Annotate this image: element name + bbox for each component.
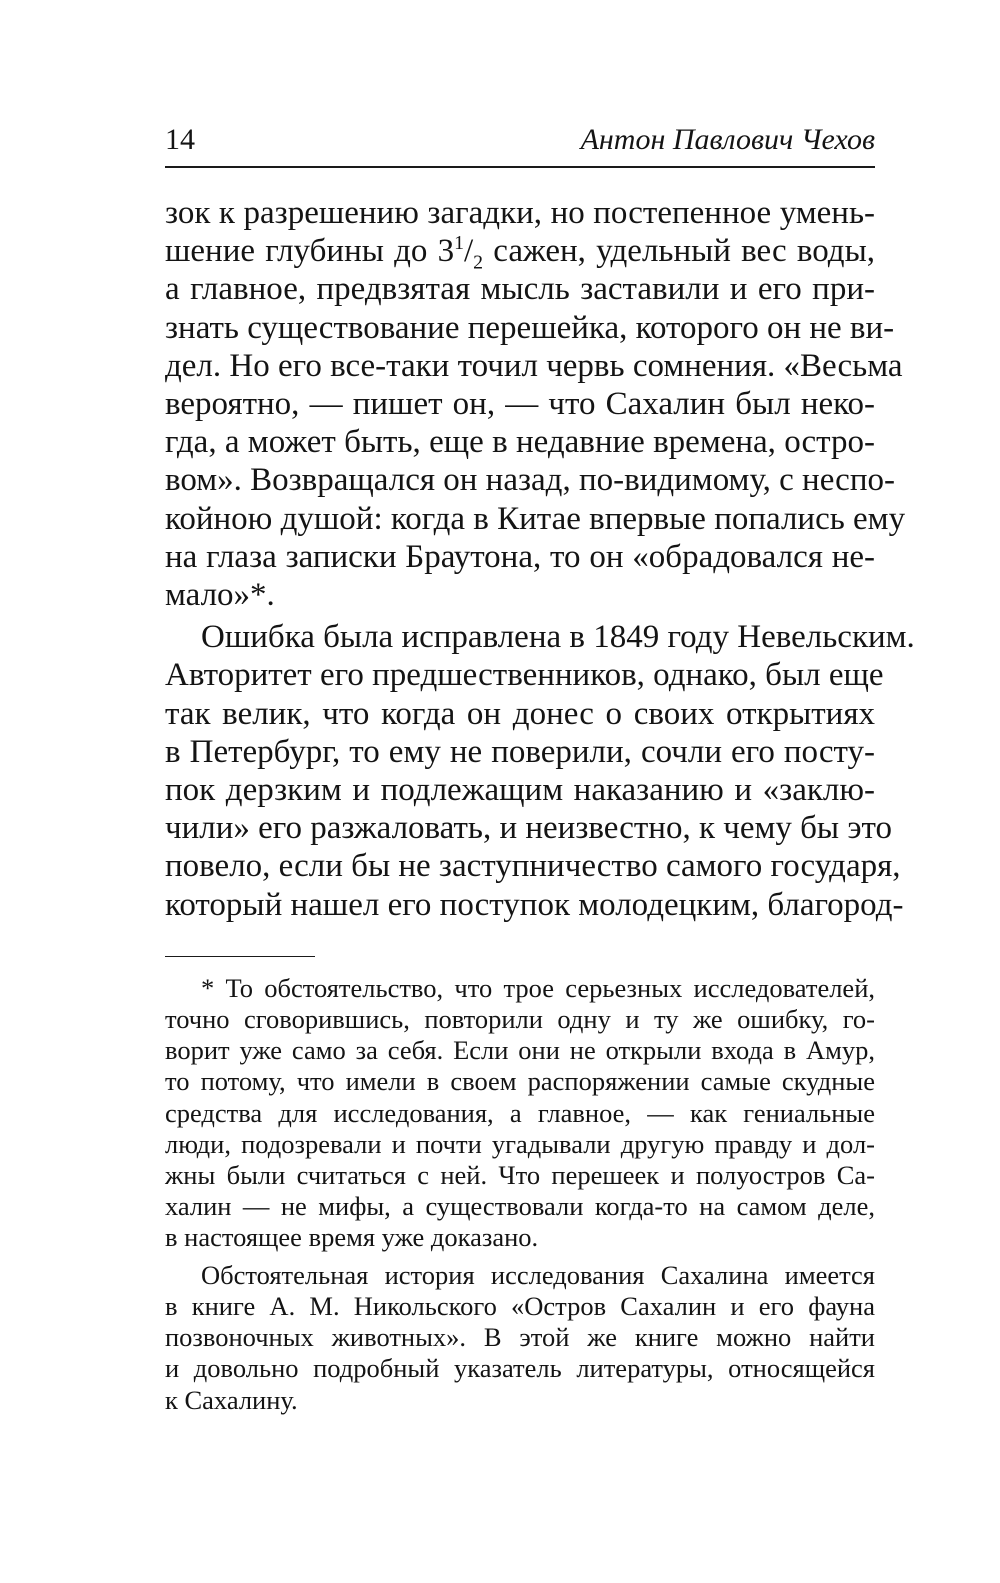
text-line: дел. Но его все-таки точил червь сомнения. «Весьма	[165, 347, 903, 384]
fraction-slash: /	[464, 233, 474, 270]
text-line: чили» его разжаловать, и неизвестно, к чему бы это	[165, 810, 892, 847]
book-page	[165, 120, 915, 1416]
footnote-line: * То обстоятельство, что трое серьезных исследователей,	[201, 972, 875, 1003]
footnote-line: позвоночных животных». В этой же книге можно найти	[165, 1322, 875, 1353]
main-text	[165, 194, 915, 924]
footnote-line: то потому, что имели в своем распоряжении самые скудные	[165, 1066, 875, 1097]
text-line: а главное, предвзятая мысль заставили и его при-	[165, 271, 875, 308]
text-line: вероятно, — пишет он, — что Сахалин был неко-	[165, 386, 875, 423]
footnote-separator	[165, 956, 315, 957]
text-line: повело, если бы не заступничество самого государя,	[165, 848, 901, 885]
text-line: знать существование перешейка, которого он не ви-	[165, 309, 895, 346]
footnote-line: жны были считаться с ней. Что перешеек и полуостров Са-	[165, 1160, 875, 1191]
text-line: на глаза записки Браутона, то он «обрадовался не-	[165, 538, 875, 575]
running-header	[165, 120, 875, 168]
text-fragment: шение глубины до 3	[165, 233, 455, 270]
text-line: гда, а может быть, еще в недавние времена, остро-	[165, 424, 875, 461]
text-line: зок к разрешению загадки, но постепенное умень-	[165, 195, 875, 231]
text-line: в Петербург, то ему не поверили, сочли его посту-	[165, 733, 875, 770]
fraction-denominator: 2	[473, 251, 484, 274]
footnote-line: к Сахалину.	[165, 1384, 298, 1415]
text-fragment: сажен, удельный вес воды,	[483, 233, 875, 270]
footnote-line: халин — не мифы, а существовали когда-то на самом деле,	[165, 1191, 875, 1222]
text-line: так велик, что когда он донес о своих открытиях	[165, 695, 875, 732]
running-title: Антон Павлович Чехов	[580, 123, 875, 156]
paragraph-1	[165, 194, 906, 614]
text-line: Ошибка была исправлена в 1849 году Невельским.	[201, 619, 915, 656]
footnote-line: в книге А. М. Никольского «Остров Сахалин и его фауна	[165, 1290, 875, 1321]
footnote-line: ворит уже само за себя. Если они не открыли входа в Амур,	[165, 1035, 875, 1066]
text-line: который нашел его поступок молодецким, благород-	[165, 886, 904, 923]
text-line: Авторитет его предшественников, однако, был еще	[165, 657, 884, 694]
fraction-numerator: 1	[454, 232, 464, 255]
footnote-line: средства для исследования, а главное, — как гениальные	[165, 1097, 875, 1128]
footnote-line: в настоящее время уже доказано.	[165, 1222, 539, 1253]
footnote-line: точно сговорившись, повторили одну и ту же ошибку, го-	[165, 1004, 875, 1035]
footnote-line: люди, подозревали и почти угадывали другую правду и дол-	[165, 1128, 875, 1159]
text-line: пок дерзким и подлежащим наказанию и «заклю-	[165, 772, 875, 809]
footnote-line: и довольно подробный указатель литературы, относящейся	[165, 1353, 875, 1384]
footnote-line: Обстоятельная история исследования Сахалина имеется	[201, 1259, 875, 1290]
paragraph-2	[165, 618, 915, 924]
text-line: мало»*.	[165, 577, 275, 614]
text-line: вом». Возвращался он назад, по-видимому, с неспо-	[165, 462, 895, 499]
text-line: койною душой: когда в Китае впервые попались ему	[165, 500, 906, 537]
page-number: 14	[165, 123, 195, 156]
footnote-2	[165, 1260, 875, 1416]
text-line-with-fraction	[165, 232, 875, 274]
footnote-1	[165, 973, 875, 1254]
footnotes	[165, 973, 875, 1416]
